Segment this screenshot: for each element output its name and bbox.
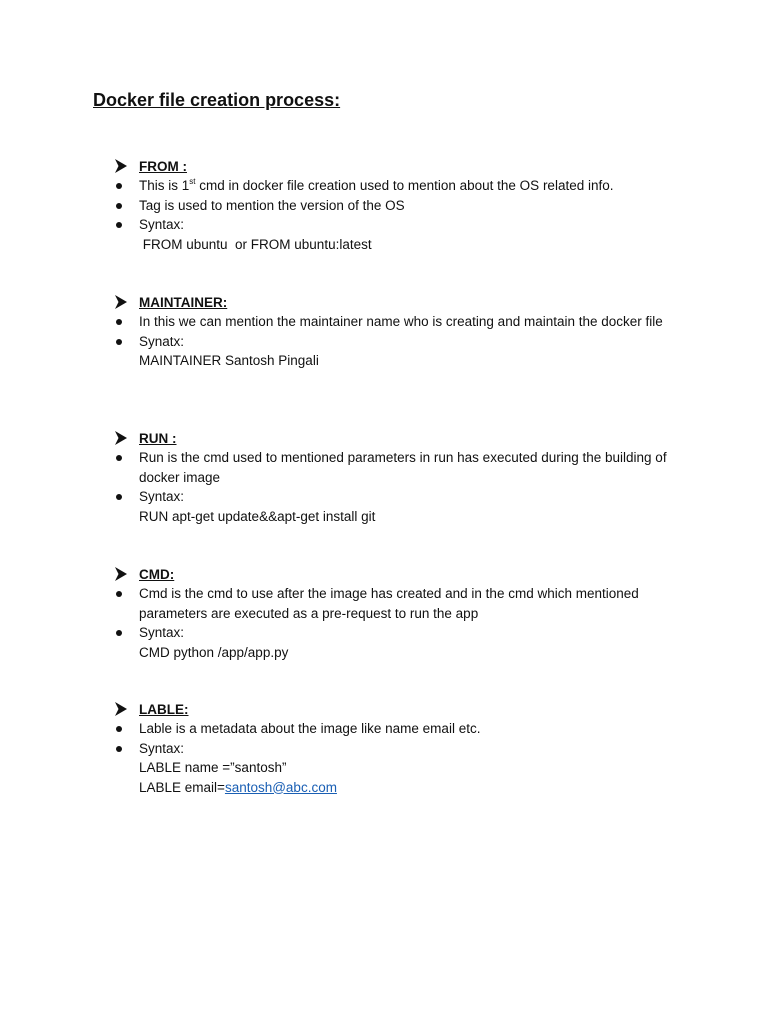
list-item [114, 448, 694, 487]
list-item-text: Synatx: [139, 333, 185, 349]
list-item [114, 176, 694, 196]
list-item-text: This is 1st cmd in docker file creation used to mention about the OS related info. [139, 177, 614, 193]
syntax-prefix: LABLE email= [139, 779, 225, 795]
round-bullet-icon [116, 455, 122, 461]
superscript: st [189, 177, 196, 186]
document-title: Docker file creation process: [93, 90, 341, 110]
section-from [114, 157, 694, 254]
section-heading: MAINTAINER: [139, 295, 228, 310]
list-item [114, 332, 694, 352]
section-maintainer [114, 293, 694, 371]
section-heading: RUN : [139, 431, 177, 446]
arrowhead-bullet-icon [114, 701, 128, 717]
round-bullet-icon [116, 591, 122, 597]
syntax-line: LABLE name =”santosh” [139, 760, 287, 775]
list-item-text: Tag is used to mention the version of the OS [139, 197, 405, 213]
list-item [114, 215, 694, 235]
syntax-line: FROM ubuntu or FROM ubuntu:latest [139, 236, 372, 252]
round-bullet-icon [116, 339, 122, 345]
section-heading: LABLE: [139, 702, 189, 717]
section-run [114, 429, 694, 526]
list-item-text: Lable is a metadata about the image like name email etc. [139, 721, 481, 736]
list-item-text: Cmd is the cmd to use after the image has created and in the cmd which mentioned parameters are executed as a pre-request to run the app [139, 586, 639, 621]
section-cmd [114, 565, 694, 662]
arrowhead-bullet-icon [114, 430, 128, 446]
syntax-line [139, 778, 694, 798]
round-bullet-icon [116, 183, 122, 189]
list-item-text: Syntax: [139, 740, 185, 756]
list-item-text: Syntax: [139, 489, 185, 504]
arrowhead-bullet-icon [114, 158, 128, 174]
round-bullet-icon [116, 203, 122, 209]
syntax-line: MAINTAINER Santosh Pingali [139, 353, 319, 368]
round-bullet-icon [116, 319, 122, 325]
section-heading: CMD: [139, 567, 175, 582]
syntax-line: CMD python /app/app.py [139, 644, 289, 660]
list-item [114, 623, 694, 643]
list-item [114, 719, 694, 739]
section-heading-row [114, 429, 694, 448]
round-bullet-icon [116, 746, 122, 752]
list-item [114, 739, 694, 759]
list-item [114, 312, 694, 332]
round-bullet-icon [116, 222, 122, 228]
section-heading-row [114, 157, 694, 176]
section-heading-row [114, 293, 694, 312]
round-bullet-icon [116, 494, 122, 500]
list-item [114, 487, 694, 507]
section-heading: FROM : [139, 159, 187, 174]
round-bullet-icon [116, 726, 122, 732]
list-item-text: Run is the cmd used to mentioned parameters in run has executed during the building of docker image [139, 450, 667, 485]
list-item [114, 196, 694, 216]
list-item [114, 584, 694, 623]
email-link[interactable]: santosh@abc.com [224, 779, 337, 795]
arrowhead-bullet-icon [114, 294, 128, 310]
section-heading-row [114, 565, 694, 584]
arrowhead-bullet-icon [114, 566, 128, 582]
section-lable [114, 700, 694, 797]
syntax-line: RUN apt-get update&&apt-get install git [139, 508, 376, 524]
list-item-text: In this we can mention the maintainer name who is creating and maintain the docker file [139, 314, 663, 329]
section-heading-row [114, 700, 694, 719]
list-item-text: Syntax: [139, 217, 185, 232]
round-bullet-icon [116, 630, 122, 636]
list-item-text: Syntax: [139, 625, 185, 640]
